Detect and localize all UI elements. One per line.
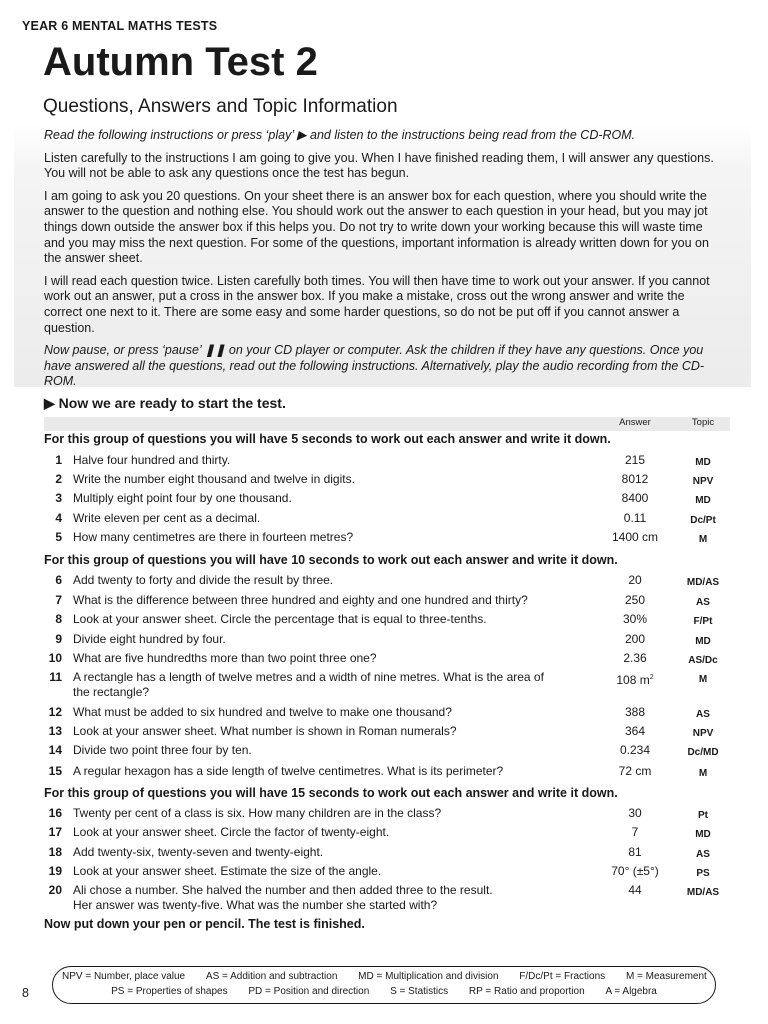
- question-topic: AS: [696, 849, 710, 860]
- question-answer: 70° (±5°): [611, 864, 659, 878]
- question-text: What is the difference between three hundred and eighty and one hundred and thirty?: [73, 593, 528, 607]
- question-topic: MD: [695, 829, 711, 840]
- question-answer: 215: [624, 453, 646, 467]
- question-number: 15: [48, 764, 62, 778]
- question-answer: 200: [624, 632, 646, 646]
- question-topic: M: [698, 768, 708, 779]
- topic-key-item: AS = Addition and subtraction: [205, 971, 338, 982]
- question-answer: 250: [624, 593, 646, 607]
- question-number: 16: [48, 806, 62, 820]
- ready-heading: ▶ Now we are ready to start the test.: [44, 395, 286, 411]
- question-number: 5: [55, 530, 62, 544]
- question-topic: PS: [696, 868, 710, 879]
- question-topic: AS: [696, 709, 710, 720]
- question-number: 6: [55, 573, 62, 587]
- group-heading-15-seconds: For this group of questions you will have 15 seconds to work out each answer and write it down.: [44, 786, 618, 800]
- topic-key-item: F/Dc/Pt = Fractions: [519, 971, 606, 982]
- topic-key-item: NPV = Number, place value: [62, 971, 186, 982]
- topic-column-header: Topic: [691, 417, 715, 428]
- question-answer: 0.234: [619, 743, 651, 757]
- question-text: How many centimetres are there in fourteen metres?: [73, 530, 354, 544]
- topic-key-legend: [52, 966, 716, 1004]
- question-text: Look at your answer sheet. Circle the factor of twenty-eight.: [73, 825, 390, 839]
- question-answer: 1400 cm: [611, 530, 659, 544]
- answer-superscript: 2: [649, 674, 654, 681]
- instructions-paragraph-3: I will read each question twice. Listen carefully both times. You will then have time to work out your answer. If you cannot work out an answer, put a cross in the answer box. If you make a mistake, cross out the wrong answer and write the correct one next to it. There are some easy and some harder questions, so do not be put off if you cannot answer a question.: [44, 273, 710, 335]
- question-number: 19: [48, 864, 62, 878]
- page-title: Autumn Test 2: [43, 40, 318, 84]
- question-text: Look at your answer sheet. What number is shown in Roman numerals?: [73, 724, 457, 738]
- question-topic: NPV: [692, 728, 714, 739]
- topic-key-line-1: [53, 971, 715, 982]
- question-answer: 2.36: [623, 651, 647, 665]
- question-text: Write the number eight thousand and twelve in digits.: [73, 472, 355, 486]
- question-number: 12: [48, 705, 62, 719]
- question-number: 17: [48, 825, 62, 839]
- question-answer: 72 cm: [618, 764, 652, 778]
- group-heading-10-seconds: For this group of questions you will have 10 seconds to work out each answer and write it down.: [44, 553, 618, 567]
- test-finished-statement: Now put down your pen or pencil. The test is finished.: [44, 917, 365, 931]
- question-number: 1: [55, 453, 62, 467]
- topic-key-item: A = Algebra: [605, 986, 657, 997]
- question-text: Divide eight hundred by four.: [73, 632, 226, 646]
- instructions-paragraph-1: Listen carefully to the instructions I am going to give you. When I have finished reading them, I will answer any questions. You will not be able to ask any questions once the test has begun.: [44, 150, 714, 181]
- question-text: Add twenty-six, twenty-seven and twenty-eight.: [73, 845, 324, 859]
- question-answer: 0.11: [623, 511, 647, 525]
- question-text: Ali chose a number. She halved the number and then added three to the result. Her answer was twenty-five. What was the number she started with?: [73, 883, 493, 912]
- answer-value: 108 m: [616, 673, 650, 687]
- question-topic: Pt: [698, 810, 708, 821]
- question-answer: 364: [624, 724, 646, 738]
- question-number: 2: [55, 472, 62, 486]
- question-answer: 20: [628, 573, 642, 587]
- question-topic: MD: [695, 636, 711, 647]
- question-number: 11: [49, 670, 62, 684]
- question-text: A rectangle has a length of twelve metres and a width of nine metres. What is the area of the rectangle?: [73, 670, 544, 699]
- question-topic: M: [698, 534, 708, 545]
- question-text: Divide two point three four by ten.: [73, 743, 252, 757]
- question-topic: Dc/MD: [687, 747, 719, 758]
- instructions-paragraph-2: I am going to ask you 20 questions. On your sheet there is an answer box for each question, where you should write the answer to the question and nothing else. You should work out the answer to each question in your head, but you may jot things down outside the answer box if this helps you. Do not try to write down your working because this will waste time and you may miss the next question. For some of the questions, important information is already written down for you on the answer sheet.: [44, 188, 709, 266]
- question-number: 4: [55, 511, 62, 525]
- question-text: What are five hundredths more than two point three one?: [73, 651, 377, 665]
- question-topic: AS: [696, 597, 710, 608]
- question-number: 13: [48, 724, 62, 738]
- question-topic: MD/AS: [686, 577, 720, 588]
- question-number: 8: [55, 612, 62, 626]
- question-topic: MD: [695, 457, 711, 468]
- question-topic: MD: [695, 495, 711, 506]
- question-answer: 8012: [621, 472, 649, 486]
- question-topic: M: [698, 674, 708, 685]
- question-answer: 388: [624, 705, 646, 719]
- page-number: 8: [22, 986, 29, 1000]
- topic-key-item: MD = Multiplication and division: [358, 971, 499, 982]
- answer-column-header: Answer: [619, 417, 651, 428]
- topic-key-line-2: [53, 986, 715, 997]
- question-topic: Dc/Pt: [690, 515, 716, 526]
- question-text: What must be added to six hundred and twelve to make one thousand?: [73, 705, 452, 719]
- question-answer: 81: [628, 845, 642, 859]
- instructions-panel: [14, 124, 751, 387]
- question-topic: AS/Dc: [688, 655, 718, 666]
- question-text: Write eleven per cent as a decimal.: [73, 511, 261, 525]
- question-text: Halve four hundred and thirty.: [73, 453, 231, 467]
- series-label: YEAR 6 MENTAL MATHS TESTS: [22, 19, 218, 33]
- question-answer: 30%: [622, 612, 648, 626]
- instructions-pause: Now pause, or press ‘pause’ ❚❚ on your CD player or computer. Ask the children if they have any questions. Once you have answered all the questions, read out the following instructions. Alternatively, play the audio recording from the CD-ROM.: [44, 343, 705, 389]
- question-answer: 44: [628, 883, 642, 897]
- topic-key-item: PS = Properties of shapes: [111, 986, 228, 997]
- question-text: Twenty per cent of a class is six. How many children are in the class?: [73, 806, 442, 820]
- question-answer: 30: [628, 806, 642, 820]
- question-text: A regular hexagon has a side length of twelve centimetres. What is its perimeter?: [73, 764, 504, 778]
- question-topic: F/Pt: [693, 616, 713, 627]
- question-number: 10: [48, 651, 62, 665]
- instructions-intro: Read the following instructions or press ‘play’ ▶ and listen to the instructions being read from the CD-ROM.: [44, 128, 636, 142]
- question-number: 9: [55, 632, 62, 646]
- question-number: 3: [55, 491, 62, 505]
- question-answer: 7: [631, 825, 639, 839]
- question-text: Look at your answer sheet. Estimate the size of the angle.: [73, 864, 382, 878]
- question-text: Look at your answer sheet. Circle the percentage that is equal to three-tenths.: [73, 612, 487, 626]
- question-answer: 8400: [621, 491, 649, 505]
- question-number: 14: [48, 743, 62, 757]
- question-topic: NPV: [692, 476, 714, 487]
- topic-key-item: PD = Position and direction: [248, 986, 370, 997]
- question-text: Add twenty to forty and divide the result by three.: [73, 573, 334, 587]
- question-answer: [596, 670, 674, 688]
- question-number: 20: [48, 883, 62, 897]
- topic-key-item: RP = Ratio and proportion: [468, 986, 585, 997]
- group-heading-5-seconds: For this group of questions you will have 5 seconds to work out each answer and write it down.: [44, 432, 611, 446]
- question-number: 18: [48, 845, 62, 859]
- topic-key-item: M = Measurement: [625, 971, 707, 982]
- topic-key-item: S = Statistics: [390, 986, 449, 997]
- question-topic: MD/AS: [686, 887, 720, 898]
- page-subtitle: Questions, Answers and Topic Information: [43, 96, 398, 117]
- question-number: 7: [55, 593, 62, 607]
- question-text: Multiply eight point four by one thousand.: [73, 491, 292, 505]
